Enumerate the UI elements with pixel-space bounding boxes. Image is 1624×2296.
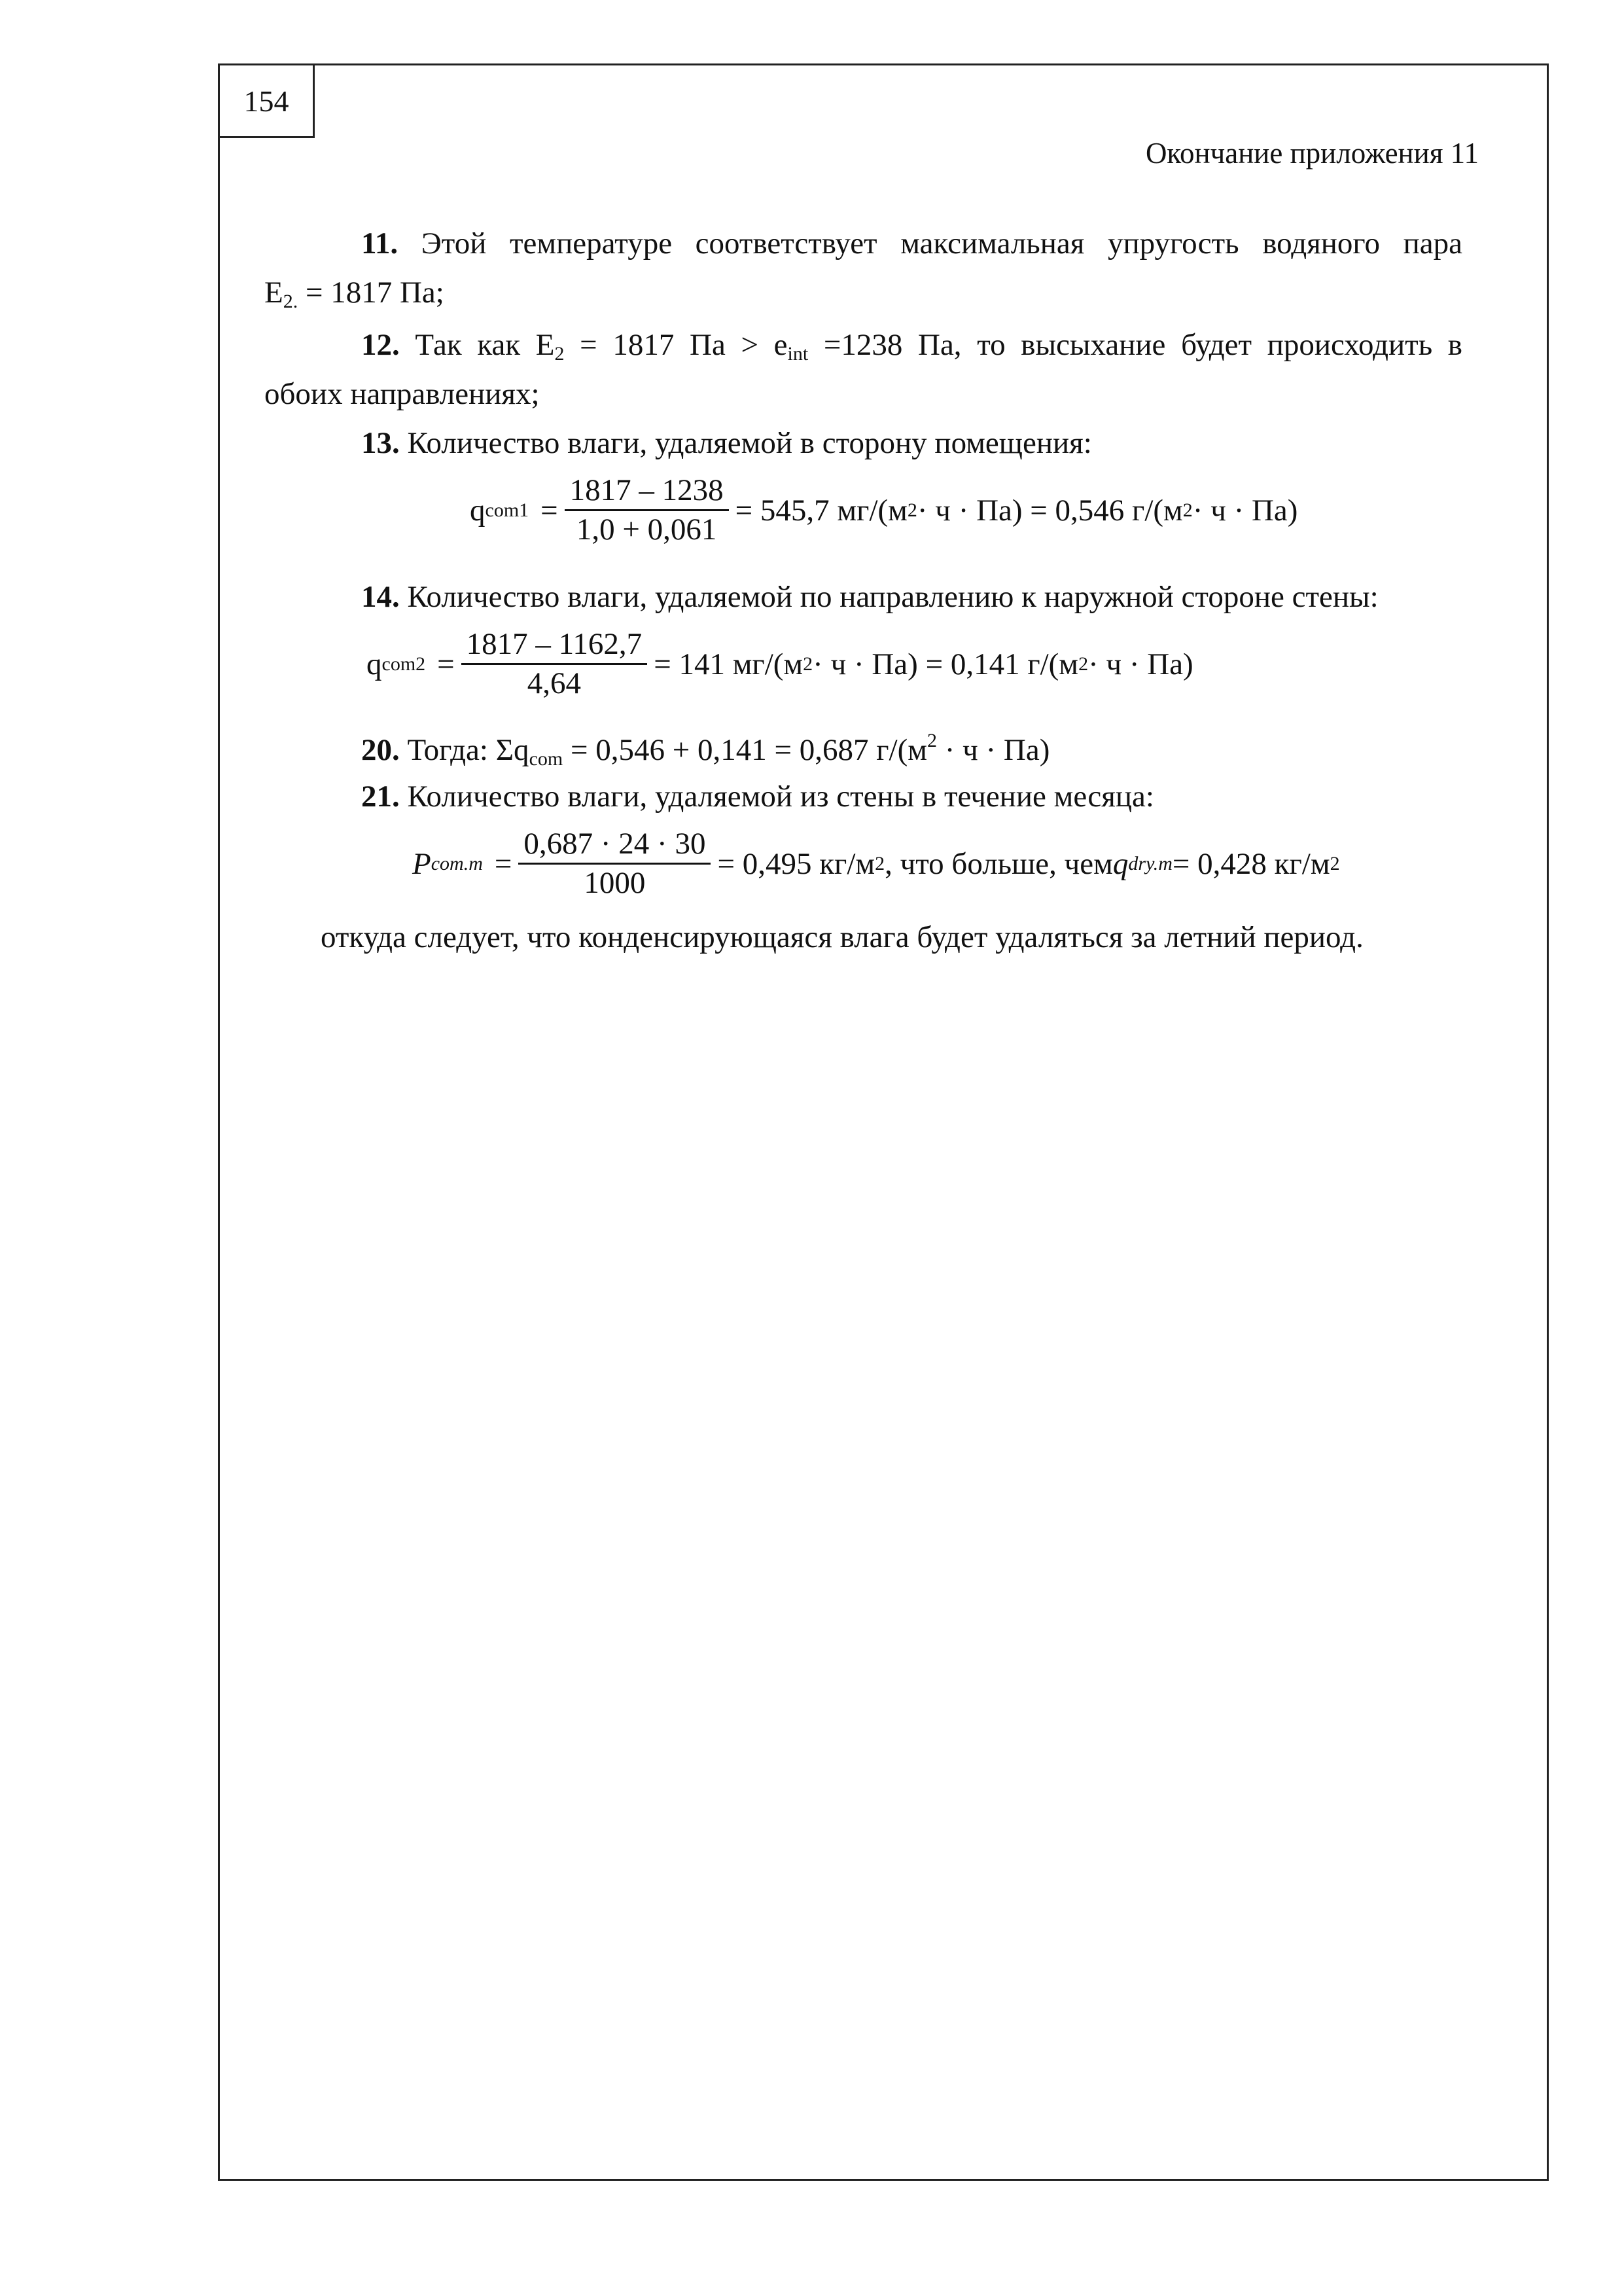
eq21-lhs-sub: com.m — [431, 852, 483, 874]
item-14 — [361, 579, 1379, 615]
item-20-number: 20. — [361, 733, 400, 767]
eq13-sup2: 2 — [1182, 499, 1193, 521]
item-20 — [361, 730, 1050, 770]
item-11-e: E — [264, 276, 283, 310]
item-13 — [361, 425, 1092, 461]
eq14-rhs3: · ч · Па) — [1088, 647, 1193, 681]
eq14-fraction — [461, 628, 648, 700]
eq14-sup1: 2 — [803, 653, 813, 675]
eq21-rhs2: , что больше, чем — [885, 846, 1113, 881]
eq21-numerator: 0,687 · 24 · 30 — [518, 828, 711, 865]
running-header: Окончание приложения 11 — [1145, 137, 1479, 170]
item-14-text: Количество влаги, удаляемой по направлению к наружной стороне стены: — [407, 580, 1379, 614]
item-12-line2: обоих направлениях; — [264, 377, 540, 411]
item-12-number: 12. — [361, 328, 400, 362]
eq13-equals: = — [540, 493, 558, 528]
item-12-text-a: Так как E — [415, 328, 555, 362]
eq21-lhs: P — [412, 846, 431, 881]
eq14-lhs-sub: com2 — [381, 653, 426, 675]
eq14-numerator: 1817 – 1162,7 — [461, 628, 648, 665]
eq13-lhs-sub: com1 — [485, 499, 529, 521]
eq13-denominator: 1,0 + 0,061 — [576, 512, 717, 547]
item-11-number: 11. — [361, 226, 398, 260]
equation-14 — [366, 628, 1193, 700]
page-number-text: 154 — [243, 84, 289, 118]
item-11-text: Этой температуре соответствует максимальная упругость водяного пара — [421, 226, 1463, 260]
equation-13 — [470, 475, 1297, 547]
eq21-equals: = — [494, 846, 512, 881]
eq21-fraction — [518, 828, 711, 900]
item-20-text-b: = 0,546 + 0,141 = 0,687 г/(м — [563, 733, 927, 767]
item-12-text-b: = 1817 Па > e — [564, 328, 788, 362]
item-14-number: 14. — [361, 580, 400, 614]
item-12-text-c: =1238 Па, то высыхание будет происходить в — [808, 328, 1462, 362]
item-21 — [361, 779, 1154, 814]
eq13-rhs1: = 545,7 мг/(м — [735, 493, 908, 528]
item-20-text-c: · ч · Па) — [936, 733, 1050, 767]
eq21-rhs3: = 0,428 кг/м — [1172, 846, 1330, 881]
eq13-numerator: 1817 – 1238 — [565, 475, 729, 511]
eq14-rhs1: = 141 мг/(м — [654, 647, 803, 681]
eq14-sup2: 2 — [1078, 653, 1089, 675]
equation-21 — [412, 828, 1340, 900]
conclusion: откуда следует, что конденсирующаяся влага будет удаляться за летний период. — [321, 920, 1364, 954]
item-21-number: 21. — [361, 780, 400, 814]
eq14-equals: = — [437, 647, 455, 681]
item-11-line1 — [361, 226, 1462, 261]
eq13-rhs3: · ч · Па) — [1192, 493, 1298, 528]
eq14-rhs2: · ч · Па) = 0,141 г/(м — [813, 647, 1079, 681]
eq13-sup1: 2 — [907, 499, 917, 521]
item-20-sub: com — [529, 748, 563, 770]
eq21-rhs1: = 0,495 кг/м — [717, 846, 875, 881]
item-21-text: Количество влаги, удаляемой из стены в течение месяца: — [407, 780, 1154, 814]
item-12-sub2: int — [787, 343, 809, 365]
eq21-q-sub: dry.m — [1128, 852, 1173, 874]
item-13-number: 13. — [361, 426, 400, 460]
item-11-value: = 1817 Па; — [298, 276, 444, 310]
eq13-lhs: q — [470, 493, 485, 528]
item-20-text-a: Тогда: Σq — [407, 733, 529, 767]
item-12-sub1: 2 — [554, 343, 565, 365]
eq21-denominator: 1000 — [584, 866, 646, 901]
eq21-q: q — [1112, 846, 1129, 881]
eq21-sup2: 2 — [1330, 852, 1340, 874]
item-11-e-sub: 2. — [283, 291, 298, 312]
eq13-fraction — [565, 475, 729, 547]
eq13-rhs2: · ч · Па) = 0,546 г/(м — [917, 493, 1183, 528]
eq21-sup1: 2 — [875, 852, 885, 874]
eq14-lhs: q — [366, 647, 382, 681]
eq14-denominator: 4,64 — [527, 666, 582, 701]
item-20-sup: 2 — [927, 730, 937, 751]
page-number — [218, 63, 315, 138]
item-11-line2 — [264, 275, 444, 313]
item-13-text: Количество влаги, удаляемой в сторону помещения: — [407, 426, 1092, 460]
item-12-line1 — [361, 327, 1462, 365]
